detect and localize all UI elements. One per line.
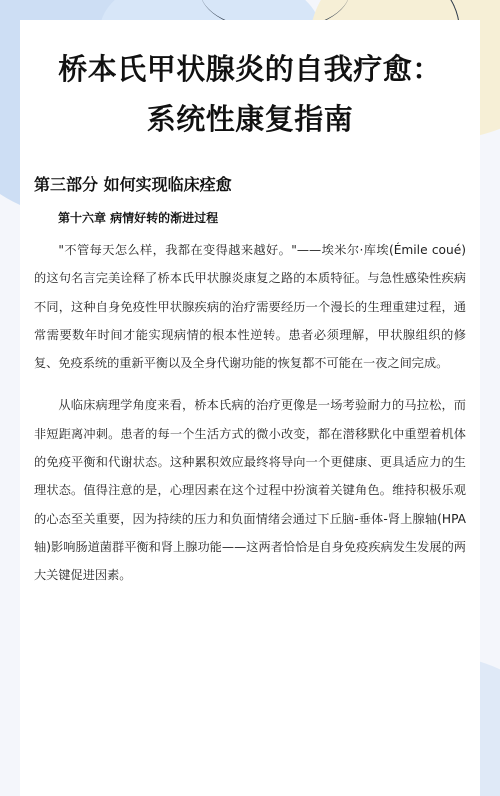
document-title-line-2: 系统性康复指南 [146,102,354,136]
document-title-line-1: 桥本氏甲状腺炎的自我疗愈： [58,52,442,86]
document-page [20,20,480,796]
body-paragraph-1: "不管每天怎么样，我都在变得越来越好。"——埃米尔·库埃(Émile coué)的这句名言完美诠释了桥本氏甲状腺炎康复之路的本质特征。与急性感染性疾病不同，这种自身免疫性甲状腺疾病的治疗需要经历一个漫长的生理重建过程，通常需要数年时间才能实现病情的根本性逆转。患者必须理解，甲状腺组织的修复、免疫系统的重新平衡以及全身代谢功能的恢复都不可能在一夜之间完成。 [34,243,466,371]
document-title [34,44,466,144]
body-paragraph-2: 从临床病理学角度来看，桥本氏病的治疗更像是一场考验耐力的马拉松，而非短距离冲刺。患者的每一个生活方式的微小改变，都在潜移默化中重塑着机体的免疫平衡和代谢状态。这种累积效应最终将导向一个更健康、更具适应力的生理状态。值得注意的是，心理因素在这个过程中扮演着关键角色。维持积极乐观的心态至关重要，因为持续的压力和负面情绪会通过下丘脑-垂体-肾上腺轴(HPA 轴)影响肠道菌群平衡和肾上腺功能——这两者恰恰是自身免疫疾病发生发展的两大关键促进因素。 [34,398,466,583]
part-heading: 第三部分 如何实现临床痊愈 [34,175,232,194]
chapter-heading: 第十六章 病情好转的渐进过程 [58,211,219,225]
